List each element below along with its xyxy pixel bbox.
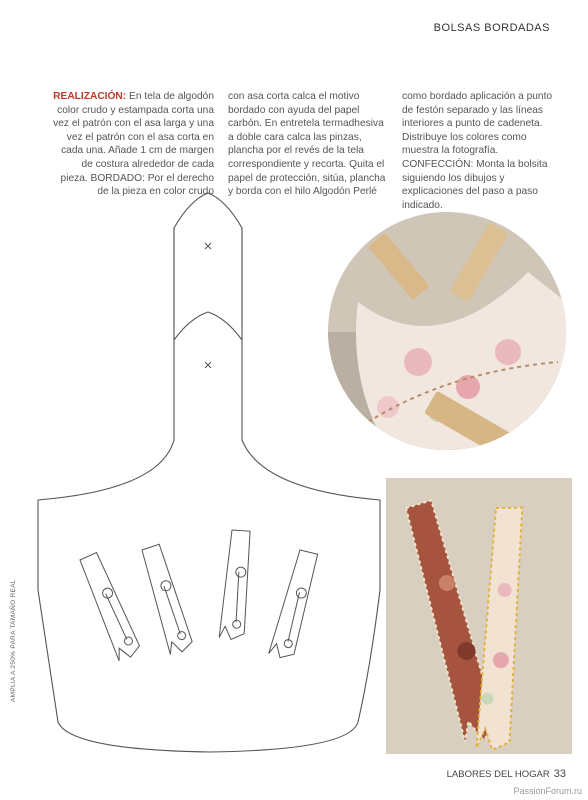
text-column-3: como bordado aplicación a punto de festón separado y las líneas interiores a punto de cadeneta. Distribuye los colores como muestra la fotografía. CONFECCIÓN: Monta la bolsita siguiendo los dibujos y explicaciones del paso a paso indicado. bbox=[402, 91, 553, 211]
long-handle-outline bbox=[174, 193, 242, 330]
realizacion-heading: REALIZACIÓN: bbox=[53, 91, 127, 102]
clothespin-4 bbox=[263, 548, 329, 662]
center-marks bbox=[205, 243, 211, 368]
clothespin-1 bbox=[79, 549, 142, 663]
magazine-name: LABORES DEL HOGAR bbox=[446, 769, 550, 780]
photo-embroidered-clothespins bbox=[386, 478, 572, 754]
column-1-body: En tela de algodón color crudo y estampada corta una vez el patrón con el asa larga y una vez el patrón con el asa corta en cada una. Añade 1 cm de margen de costura alrededor de cada pieza. BORDADO: Por el derecho de la pieza en color crudo bbox=[53, 91, 214, 198]
clothespin-2 bbox=[142, 542, 194, 656]
watermark: PassionForum.ru bbox=[513, 786, 582, 796]
bag-body-outline bbox=[38, 228, 380, 752]
short-handle-outline bbox=[174, 312, 242, 340]
center-mark-long bbox=[205, 243, 211, 249]
page-number: 33 bbox=[553, 768, 566, 780]
section-title: BOLSAS BORDADAS bbox=[433, 22, 550, 34]
center-mark-short bbox=[205, 362, 211, 368]
clothespin-motif bbox=[79, 528, 328, 663]
text-column-2: con asa corta calca el motivo bordado con ayuda del papel carbón. En entretela termadhesiva a doble cara calca las pinzas, plancha por el revés de la tela correspondiente y recorta. Quita el papel de protección, sitúa, plancha y borda con el hilo Algodón Perlé bbox=[228, 91, 386, 198]
clothespin-3 bbox=[213, 528, 262, 642]
page-footer bbox=[447, 768, 566, 780]
photo-clothespins-on-bag bbox=[328, 212, 566, 450]
scale-caption: AMPLIA A 250% PARA TAMAÑO REAL bbox=[10, 579, 17, 702]
